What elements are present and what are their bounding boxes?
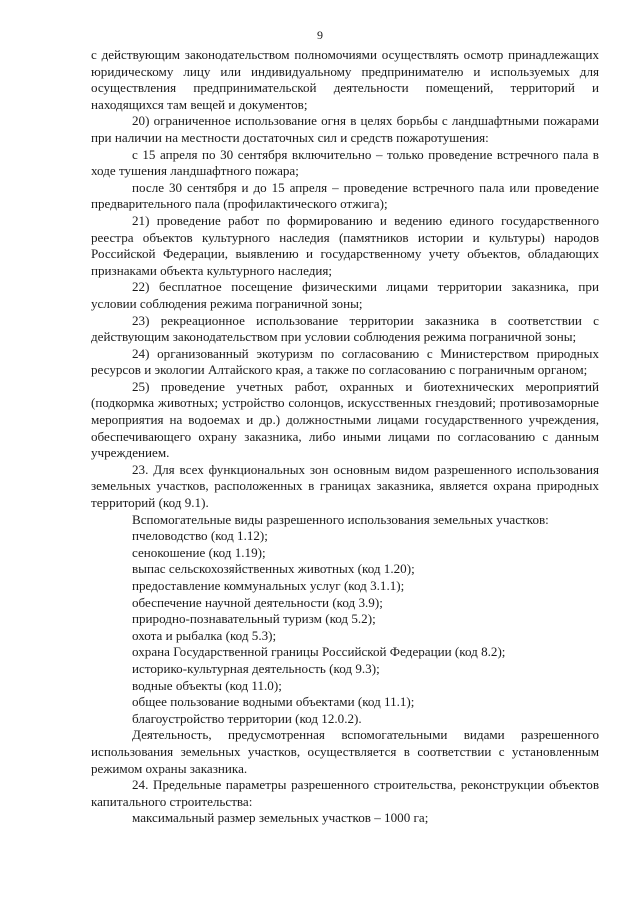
paragraph: сенокошение (код 1.19); [132,544,266,560]
paragraph: водные объекты (код 11.0); [132,677,282,693]
paragraph: с 15 апреля по 30 сентября включительно – только проведение встречного пала в ходе тушения ландшафтного пожара; [91,146,599,179]
paragraph: максимальный размер земельных участков – 1000 га; [132,810,429,826]
paragraph: благоустройство территории (код 12.0.2). [132,710,362,726]
paragraph: Вспомогательные виды разрешенного использования земельных участков: [132,511,549,527]
paragraph: 22) бесплатное посещение физическими лицами территории заказника, при условии соблюдения режима пограничной зоны; [91,279,599,311]
paragraph: 23. Для всех функциональных зон основным видом разрешенного использования земельных участков, расположенных в границах заказника, является охрана природных территорий (код 9.1). [91,461,599,511]
paragraph: 23) рекреационное использование территории заказника в соответствии с действующим законодательством при условии соблюдения режима пограничной зоны; [91,312,599,345]
paragraph: 21) проведение работ по формированию и ведению единого государственного реестра объектов культурного наследия (памятников истории и культуры) народов Российской Федерации, выявлению и государственному учету объектов, обладающих признаками объекта культурного наследия; [91,212,599,278]
paragraph: с действующим законодательством полномочиями осуществлять осмотр принадлежащих юридическому лицу или индивидуальному предпринимателю и используемых для осуществления предпринимательской деятельности помещений, территорий и находящихся там вещей и документов; [91,47,599,112]
paragraph: предоставление коммунальных услуг (код 3.1.1); [132,578,405,593]
paragraph: после 30 сентября и до 15 апреля – проведение встречного пала или проведение предварительного пала (профилактического отжига); [91,179,599,212]
paragraph: Деятельность, предусмотренная вспомогательными видами разрешенного использования земельных участков, осуществляется в соответствии с установленным режимом охраны заказника. [91,727,599,776]
paragraph: 24) организованный экотуризм по согласованию с Министерством природных ресурсов и экологии Алтайского края, а также по согласованию с пограничным органом; [91,345,599,378]
paragraph: охота и рыбалка (код 5.3); [132,627,277,643]
paragraph: выпас сельскохозяйственных животных (код 1.20); [132,561,415,577]
paragraph: природно-познавательный туризм (код 5.2); [132,611,376,627]
document-body [91,47,599,827]
paragraph: пчеловодство (код 1.12); [132,528,268,544]
page-number: 9 [317,28,323,42]
paragraph: 25) проведение учетных работ, охранных и биотехнических мероприятий (подкормка животных; устройство солонцов, искусственных гнездовий; противозаморные мероприятия на водоемах и др.) должностными лицами государственного учреждения, обеспечивающего охрану заказника, либо иными лицами по согласованию с данным учреждением. [91,378,599,461]
paragraph: историко-культурная деятельность (код 9.3); [132,660,380,676]
paragraph: обеспечение научной деятельности (код 3.9); [132,594,383,610]
paragraph: охрана Государственной границы Российской Федерации (код 8.2); [132,644,506,660]
paragraph: общее пользование водными объектами (код 11.1); [132,694,415,710]
paragraph: 20) ограниченное использование огня в целях борьбы с ландшафтными пожарами при наличии на местности достаточных сил и средств пожаротушения: [91,113,599,145]
paragraph: 24. Предельные параметры разрешенного строительства, реконструкции объектов капитального строительства: [91,777,599,809]
